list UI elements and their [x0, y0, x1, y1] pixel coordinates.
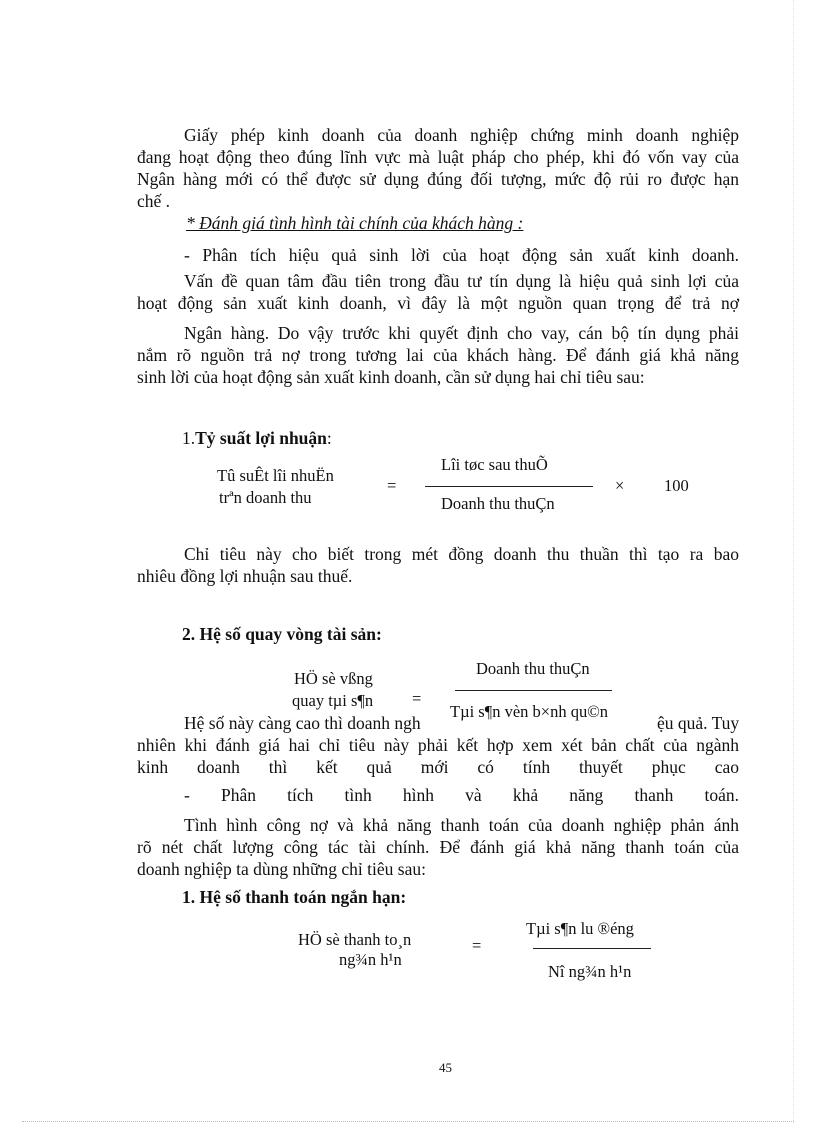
formula-1-lhs-line-1: Tû suÊt lîi nhuËn — [217, 466, 334, 485]
formula-1-denominator: Doanh thu thuÇn — [441, 494, 555, 513]
formula-2-fraction-bar — [455, 690, 612, 691]
formula-2-lhs-line-1: HÖ sè vßng — [294, 669, 373, 688]
formula-3-lhs-line-1: HÖ sè thanh to¸n — [298, 930, 412, 949]
section-heading-finance: * Đánh giá tình hình tài chính của khách hàng : — [186, 213, 524, 233]
paragraph-1-line-3: Ngân hàng mới có thể được sử dụng đúng đối tượng, mức độ rủi ro được hạn — [137, 169, 739, 189]
formula-2-equals: = — [412, 689, 422, 708]
formula-1-fraction-bar — [425, 486, 593, 487]
paragraph-2-line-2: hoạt động sản xuất kinh doanh, vì đây là một nguồn quan trọng để trả nợ — [137, 293, 739, 313]
formula-2-numerator: Doanh thu thuÇn — [476, 659, 590, 678]
bullet-liquidity: - Phân tích tình hình và khả năng thanh toán. — [184, 785, 739, 805]
paragraph-4-line-2: nhiêu đồng lợi nhuận sau thuế. — [137, 566, 353, 586]
item-number: 1. — [182, 428, 196, 448]
paragraph-1-line-2: đang hoạt động theo đúng lĩnh vực mà luật pháp cho phép, khi đó vốn vay của — [137, 147, 739, 167]
formula-3-lhs-line-2: ng¾n h¹n — [339, 950, 402, 969]
item-current-ratio: 1. Hệ số thanh toán ngắn hạn: — [182, 887, 407, 907]
formula-3-numerator: Tµi s¶n lu ®éng — [526, 919, 634, 938]
paragraph-3-line-1: Ngân hàng. Do vậy trước khi quyết định cho vay, cán bộ tín dụng phải — [184, 323, 739, 343]
paragraph-5-line-3: kinh doanh thì kết quả mới có tính thuyết phục cao — [137, 757, 739, 777]
paragraph-6-line-3: doanh nghiệp ta dùng những chỉ tiêu sau: — [137, 859, 426, 879]
item-title: Tỷ suất lợi nhuận — [195, 428, 327, 448]
formula-1-equals: = — [387, 476, 397, 495]
formula-3-fraction-bar — [533, 948, 651, 949]
paragraph-3-line-3: sinh lời của hoạt động sản xuất kinh doanh, cần sử dụng hai chỉ tiêu sau: — [137, 367, 645, 387]
item-colon: : — [326, 428, 332, 448]
paragraph-1-line-4: chế . — [137, 191, 171, 211]
paragraph-6-line-1: Tình hình công nợ và khả năng thanh toán của doanh nghiệp phản ánh — [184, 815, 739, 835]
formula-2-denominator: Tµi s¶n vèn b×nh qu©n — [446, 702, 612, 722]
formula-2-lhs-line-2: quay tµi s¶n — [292, 691, 374, 710]
formula-1-numerator: Lîi tøc sau thuÕ — [441, 455, 548, 474]
paragraph-5-line-1-left: Hệ số này càng cao thì doanh ngh — [184, 713, 421, 733]
formula-3-equals: = — [472, 936, 482, 955]
formula-1-lhs-line-2: trªn doanh thu — [219, 488, 312, 507]
page-bottom-divider — [22, 1121, 794, 1122]
paragraph-2-line-1: Vấn đề quan tâm đầu tiên trong đầu tư tín dụng là hiệu quả sinh lợi của — [184, 271, 739, 291]
item-asset-turnover: 2. Hệ số quay vòng tài sản: — [182, 624, 382, 644]
formula-1-factor: 100 — [664, 476, 689, 495]
item-profit-margin — [182, 427, 332, 449]
page-number: 45 — [439, 1060, 452, 1075]
paragraph-3-line-2: nắm rõ nguồn trả nợ trong tương lai của khách hàng. Để đánh giá khả năng — [137, 345, 739, 365]
formula-3-denominator: Nî ng¾n h¹n — [548, 962, 632, 981]
formula-1-times: × — [615, 476, 625, 495]
paragraph-5-line-2: nhiên khi đánh giá hai chỉ tiêu này phải kết hợp xem xét bản chất của ngành — [137, 735, 739, 755]
paragraph-4-line-1: Chỉ tiêu này cho biết trong mét đồng doanh thu thuần thì tạo ra bao — [184, 544, 739, 564]
paragraph-5-line-1-right: ệu quả. Tuy — [657, 713, 740, 733]
page-right-divider — [793, 0, 794, 1123]
paragraph-1-line-1: Giấy phép kinh doanh của doanh nghiệp chứng minh doanh nghiệp — [184, 125, 739, 145]
bullet-profitability: - Phân tích hiệu quả sinh lời của hoạt động sản xuất kinh doanh. — [184, 245, 739, 265]
paragraph-6-line-2: rõ nét chất lượng công tác tài chính. Để đánh giá khả năng thanh toán của — [137, 837, 739, 857]
